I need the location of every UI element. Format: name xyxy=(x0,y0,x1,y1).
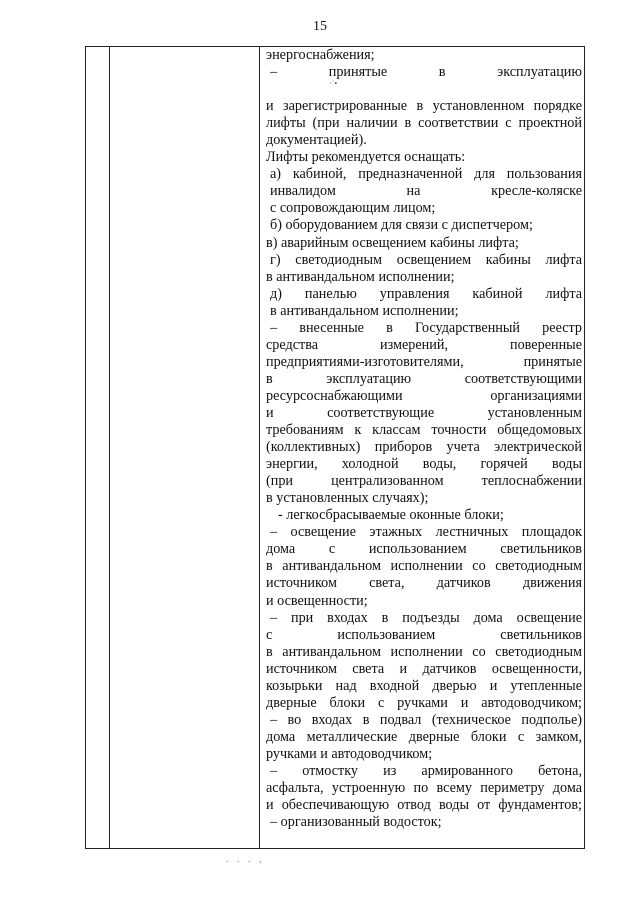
requirements-cell xyxy=(266,47,582,831)
text-line: дома с использованием светильников xyxy=(266,541,582,558)
text-line: ручками и автодоводчиком; xyxy=(266,745,433,762)
text-line: в антивандальном исполнении; xyxy=(266,268,455,285)
text-line: – внесенные в Государственный реестр xyxy=(270,319,582,336)
text-line: дома металлические дверные блоки с замком, xyxy=(266,728,582,745)
text-line xyxy=(266,81,582,98)
text-line: источником света и датчиков освещенности, xyxy=(266,660,582,677)
text-line: в) аварийным освещением кабины лифта; xyxy=(266,234,519,251)
text-line: средства измерений, поверенные xyxy=(266,336,582,353)
text-line: энергии, холодной воды, горячей воды xyxy=(266,456,582,473)
text-line: д) панелью управления кабиной лифта xyxy=(270,285,582,302)
text-line: а) кабиной, предназначенной для пользования xyxy=(270,166,582,183)
text-line: – во входах в подвал (техническое подполье) xyxy=(270,711,582,728)
text-line: и освещенности; xyxy=(266,592,368,609)
text-line: с использованием светильников xyxy=(266,626,582,643)
document-table xyxy=(85,46,585,849)
text-line: – при входах в подъезды дома освещение xyxy=(270,609,582,626)
scan-artifact: ·˙• xyxy=(329,79,338,88)
text-line: с сопровождающим лицом; xyxy=(270,200,436,217)
text-line: и обеспечивающую отвод воды от фундаментов; xyxy=(266,797,582,814)
text-line: асфальта, устроенную по всему периметру дома xyxy=(266,780,582,797)
text-line: ресурсоснабжающими организациями xyxy=(266,387,582,404)
text-line: - легкосбрасываемые оконные блоки; xyxy=(278,507,504,524)
text-line: в антивандальном исполнении; xyxy=(270,302,459,319)
text-line: в антивандальном исполнении со светодиодным xyxy=(266,558,582,575)
text-line: в эксплуатацию соответствующими xyxy=(266,370,582,387)
text-line: лифты (при наличии в соответствии с проектной xyxy=(266,115,582,132)
text-line: Лифты рекомендуется оснащать: xyxy=(266,149,466,166)
text-line: – организованный водосток; xyxy=(270,814,442,831)
text-line: в антивандальном исполнении со светодиодным xyxy=(266,643,582,660)
text-line: – освещение этажных лестничных площадок xyxy=(270,524,582,541)
text-line: требованиям к классам точности общедомовых xyxy=(266,422,582,439)
text-line: (при централизованном теплоснабжении xyxy=(266,473,582,490)
text-line: – принятые в эксплуатацию xyxy=(270,64,582,81)
scan-artifact-dots: . . . , xyxy=(226,854,265,865)
text-line: документацией). xyxy=(266,132,367,149)
text-line: б) оборудованием для связи с диспетчером; xyxy=(270,217,533,234)
text-line: – отмостку из армированного бетона, xyxy=(270,762,582,779)
column-divider-1 xyxy=(109,47,110,848)
text-line: дверные блоки с ручками и автодоводчиком; xyxy=(266,694,582,711)
text-line: предприятиями-изготовителями, принятые xyxy=(266,353,582,370)
text-line: (коллективных) приборов учета электрической xyxy=(266,439,582,456)
text-line: источником света, датчиков движения xyxy=(266,575,582,592)
page-number: 15 xyxy=(313,19,327,34)
text-line: и зарегистрированные в установленном порядке xyxy=(266,98,582,115)
text-line: козырьки над входной дверью и утепленные xyxy=(266,677,582,694)
text-line: г) светодиодным освещением кабины лифта xyxy=(270,251,582,268)
text-line: энергоснабжения; xyxy=(266,47,375,63)
text-line: в установленных случаях); xyxy=(266,490,429,507)
text-line: инвалидом на кресле-коляске xyxy=(270,183,582,200)
text-line: и соответствующие установленным xyxy=(266,404,582,421)
column-divider-2 xyxy=(259,47,260,848)
